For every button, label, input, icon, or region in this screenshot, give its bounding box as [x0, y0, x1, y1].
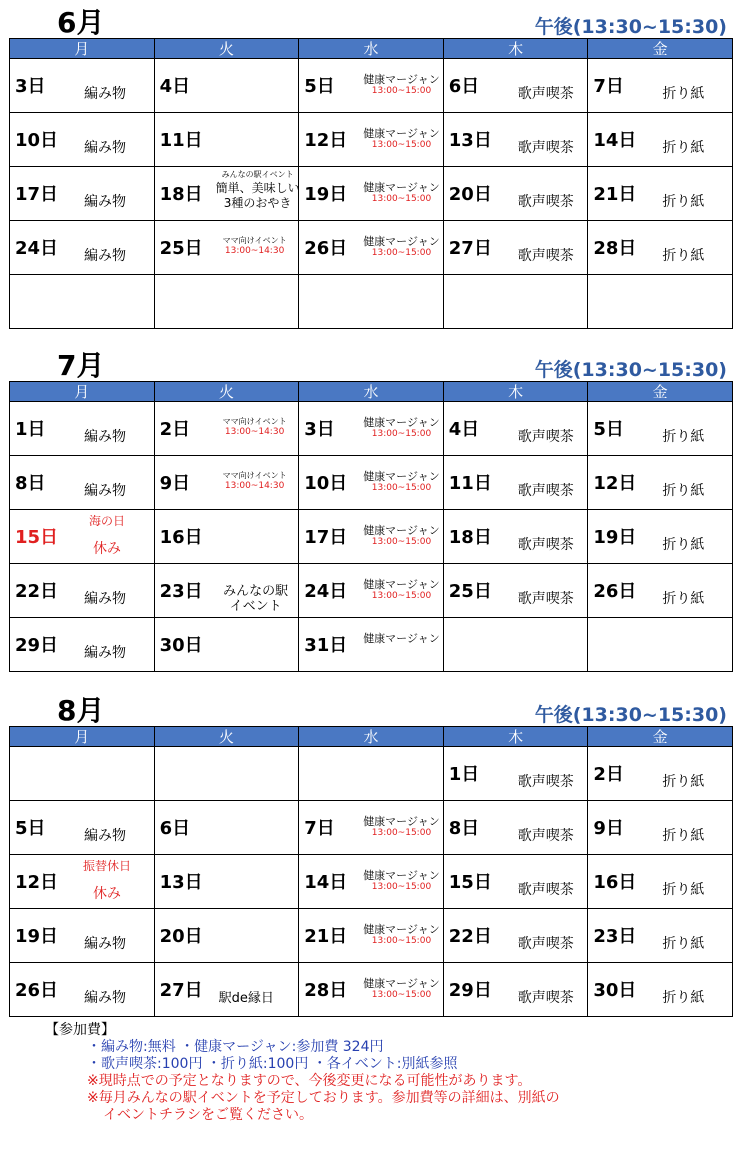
activity-label: 編み物: [84, 936, 126, 952]
activity-label: 歌声喫茶: [517, 429, 574, 445]
day-cell: [299, 564, 444, 618]
mahjong-activity: [363, 416, 440, 440]
mahjong-activity: [363, 977, 440, 1001]
week-row: [10, 113, 733, 167]
activity-label: 折り紙: [662, 194, 705, 210]
day-number: 11日: [159, 130, 203, 151]
time-range: 午後(13:30~15:30): [534, 704, 727, 726]
day-number: 22日: [15, 581, 59, 602]
day-number: 18日: [448, 527, 492, 548]
day-cell: [10, 275, 155, 329]
day-number: 12日: [304, 130, 348, 151]
week-row: [10, 801, 733, 855]
event-time: 13:00~14:30: [224, 481, 285, 491]
day-number: 5日: [304, 76, 335, 97]
activity-label: 歌声喫茶: [517, 194, 574, 210]
day-number: 14日: [593, 130, 637, 151]
day-cell: [10, 963, 155, 1017]
day-cell: [443, 113, 588, 167]
calendar-table: [9, 381, 733, 672]
activity-label: 健康マージャン: [363, 578, 440, 591]
mahjong-activity: [363, 815, 440, 839]
activity-label: 編み物: [84, 828, 126, 844]
day-number: 27日: [159, 980, 203, 1001]
day-cell: [588, 510, 733, 564]
day-number: 21日: [593, 184, 637, 205]
day-number: 24日: [15, 238, 59, 259]
day-cell: [10, 113, 155, 167]
notes-warning-line: ※毎月みんなの駅イベントを予定しております。参加費等の詳細は、別紙の: [87, 1090, 560, 1106]
day-cell: [588, 456, 733, 510]
week-row: [10, 618, 733, 672]
day-number: 20日: [448, 184, 492, 205]
activity-label: 健康マージャン: [363, 977, 440, 990]
activity-label: 健康マージャン: [363, 181, 440, 194]
day-number: 1日: [15, 419, 46, 440]
day-number: 7日: [593, 76, 624, 97]
event-label: ママ向けイベント: [222, 471, 287, 480]
day-cell: [154, 618, 299, 672]
month-title: 6月: [57, 6, 105, 39]
activity-label: 折り紙: [662, 248, 705, 264]
weekday-header: 火: [154, 727, 299, 747]
day-number: 7日: [304, 818, 335, 839]
day-cell: [443, 801, 588, 855]
activity-label: 編み物: [84, 990, 126, 1006]
activity-time: 13:00~15:00: [371, 882, 432, 892]
day-cell: [443, 618, 588, 672]
activity-label: 歌声喫茶: [517, 537, 574, 553]
event-line: みんなの駅: [223, 584, 289, 599]
activity-label: 歌声喫茶: [517, 828, 574, 844]
day-number: 20日: [159, 926, 203, 947]
day-cell: [299, 855, 444, 909]
day-cell: [299, 221, 444, 275]
activity-time: 13:00~15:00: [371, 140, 432, 150]
activity-label: 折り紙: [662, 86, 705, 102]
activity-label: 折り紙: [662, 591, 705, 607]
mahjong-activity: [363, 73, 440, 97]
day-number: 29日: [448, 980, 492, 1001]
event-line: イベント: [229, 599, 282, 614]
day-cell: [154, 564, 299, 618]
activity-label: 編み物: [84, 429, 126, 445]
day-cell: [10, 59, 155, 113]
activity-label: 歌声喫茶: [517, 591, 574, 607]
day-cell: [10, 167, 155, 221]
mama-event: [223, 470, 287, 492]
activity-time: 13:00~15:00: [371, 429, 432, 439]
day-cell: [443, 221, 588, 275]
day-number: 31日: [304, 635, 348, 656]
day-number: 12日: [15, 872, 59, 893]
activity-label: 編み物: [84, 140, 126, 156]
activity-label: 健康マージャン: [363, 470, 440, 483]
day-number: 30日: [593, 980, 637, 1001]
weekday-header: 火: [154, 39, 299, 59]
activity-label: 歌声喫茶: [517, 140, 574, 156]
activity-label: 折り紙: [662, 483, 705, 499]
weekday-header: 木: [443, 382, 588, 402]
day-number: 13日: [159, 872, 203, 893]
week-row: [10, 59, 733, 113]
activity-time: 13:00~15:00: [371, 990, 432, 1000]
activity-label: 折り紙: [662, 140, 705, 156]
activity-label: 編み物: [84, 483, 126, 499]
activity-label: 編み物: [84, 86, 126, 102]
activity-time: 13:00~15:00: [371, 248, 432, 258]
week-row: [10, 855, 733, 909]
day-number: 4日: [159, 76, 191, 97]
holiday-note: [78, 514, 136, 558]
day-cell: [154, 456, 299, 510]
day-cell: [443, 510, 588, 564]
notes-fee-line: ・歌声喫茶:100円 ・折り紙:100円 ・各イベント:別紙参照: [87, 1056, 458, 1072]
activity-label: 健康マージャン: [363, 869, 440, 882]
day-number: 26日: [304, 238, 348, 259]
day-number: 6日: [448, 76, 480, 97]
day-cell: [10, 618, 155, 672]
station-event: [215, 169, 301, 211]
day-cell: [154, 402, 299, 456]
day-cell: [588, 963, 733, 1017]
day-cell: [588, 59, 733, 113]
day-cell: [299, 801, 444, 855]
activity-label: 健康マージャン: [363, 416, 440, 429]
activity-label: 歌声喫茶: [517, 990, 574, 1006]
weekday-header: 金: [588, 727, 733, 747]
day-cell: [443, 747, 588, 801]
activity-label: 折り紙: [662, 936, 705, 952]
activity-time: 13:00~15:00: [371, 194, 432, 204]
day-number: 15日: [15, 527, 59, 548]
mahjong-activity: [363, 470, 440, 494]
day-number: 14日: [304, 872, 348, 893]
mahjong-activity: [363, 869, 440, 893]
day-number: 30日: [159, 635, 203, 656]
day-cell: [154, 113, 299, 167]
holiday-name: 海の日: [88, 514, 125, 528]
day-number: 5日: [593, 419, 624, 440]
activity-label: 健康マージャン: [363, 524, 440, 537]
notes-warning-line: イベントチラシをご覧ください。: [103, 1107, 313, 1123]
weekday-header: 月: [10, 39, 155, 59]
activity-label: 歌声喫茶: [517, 774, 574, 790]
day-number: 8日: [448, 818, 480, 839]
day-cell: [443, 402, 588, 456]
day-number: 24日: [304, 581, 348, 602]
day-number: 3日: [15, 76, 46, 97]
month-title: 7月: [57, 349, 105, 382]
activity-label: 健康マージャン: [363, 923, 440, 936]
notes-warning-line: ※現時点での予定となりますので、今後変更になる可能性があります。: [87, 1073, 532, 1089]
day-number: 8日: [15, 473, 46, 494]
activity-label: 折り紙: [662, 774, 705, 790]
day-cell: [10, 402, 155, 456]
day-number: 16日: [593, 872, 637, 893]
month-title: 8月: [57, 694, 105, 727]
day-number: 15日: [448, 872, 492, 893]
day-number: 2日: [159, 419, 191, 440]
day-cell: [10, 510, 155, 564]
mama-event: [223, 416, 287, 438]
event-line: 3種のおやき: [223, 196, 292, 210]
activity-label: 健康マージャン: [363, 235, 440, 248]
day-cell: [154, 909, 299, 963]
day-cell: [10, 747, 155, 801]
day-number: 19日: [304, 184, 348, 205]
activity-label: 折り紙: [662, 429, 705, 445]
event-time: 13:00~14:30: [224, 427, 285, 437]
activity-label: 編み物: [84, 248, 126, 264]
day-cell: [154, 855, 299, 909]
day-number: 25日: [448, 581, 492, 602]
week-row: [10, 963, 733, 1017]
day-number: 2日: [593, 764, 624, 785]
day-cell: [588, 167, 733, 221]
day-number: 5日: [15, 818, 46, 839]
day-cell: [299, 909, 444, 963]
weekday-header: 木: [443, 39, 588, 59]
week-row: [10, 747, 733, 801]
day-number: 6日: [159, 818, 191, 839]
day-number: 10日: [15, 130, 59, 151]
mahjong-activity: [363, 235, 440, 259]
day-cell: [588, 618, 733, 672]
day-number: 17日: [304, 527, 348, 548]
activity-label: 健康マージャン: [363, 73, 440, 86]
activity-label: 健康マージャン: [363, 632, 440, 645]
day-number: 23日: [593, 926, 637, 947]
activity-label: 歌声喫茶: [517, 882, 574, 898]
event-label: ママ向けイベント: [222, 236, 287, 245]
day-cell: [299, 113, 444, 167]
weekday-header: 火: [154, 382, 299, 402]
activity-label: 歌声喫茶: [517, 248, 574, 264]
activity-time: 13:00~15:00: [371, 936, 432, 946]
day-cell: [588, 275, 733, 329]
fee-notes: [45, 1022, 560, 1124]
day-cell: [299, 747, 444, 801]
day-cell: [299, 456, 444, 510]
day-cell: [299, 618, 444, 672]
day-cell: [154, 59, 299, 113]
closed-label: 休み: [93, 886, 121, 902]
day-number: 29日: [15, 635, 59, 656]
calendar-table: [9, 726, 733, 1017]
day-cell: [10, 801, 155, 855]
day-number: 1日: [448, 764, 480, 785]
day-cell: [154, 275, 299, 329]
day-cell: [10, 909, 155, 963]
day-cell: [10, 221, 155, 275]
day-cell: [588, 402, 733, 456]
activity-label: 健康マージャン: [363, 815, 440, 828]
day-cell: [443, 855, 588, 909]
day-cell: [299, 510, 444, 564]
notes-heading: 【参加費】: [45, 1022, 115, 1038]
mahjong-activity: [363, 632, 440, 645]
day-number: 12日: [593, 473, 637, 494]
week-row: [10, 167, 733, 221]
week-row: [10, 564, 733, 618]
activity-label: 折り紙: [662, 828, 705, 844]
week-row: [10, 221, 733, 275]
day-number: 11日: [448, 473, 492, 494]
closed-label: 休み: [93, 541, 121, 557]
weekday-header: 水: [299, 382, 444, 402]
day-number: 21日: [304, 926, 348, 947]
day-number: 16日: [159, 527, 203, 548]
day-number: 9日: [159, 473, 191, 494]
station-event: [211, 584, 301, 614]
time-range: 午後(13:30~15:30): [534, 359, 727, 381]
day-number: 28日: [304, 980, 348, 1001]
notes-fee-line: ・編み物:無料 ・健康マージャン:参加費 324円: [87, 1039, 384, 1055]
activity-time: 13:00~15:00: [371, 591, 432, 601]
activity-time: 13:00~15:00: [371, 537, 432, 547]
day-cell: [588, 221, 733, 275]
event-line: 簡単、美味しい: [215, 181, 300, 195]
day-cell: [154, 167, 299, 221]
activity-label: 折り紙: [662, 537, 705, 553]
activity-label: 健康マージャン: [363, 127, 440, 140]
day-number: 3日: [304, 419, 335, 440]
day-number: 18日: [159, 184, 203, 205]
day-cell: [443, 167, 588, 221]
day-number: 27日: [448, 238, 492, 259]
mahjong-activity: [363, 181, 440, 205]
day-cell: [154, 747, 299, 801]
day-cell: [154, 801, 299, 855]
day-cell: [443, 59, 588, 113]
day-cell: [154, 221, 299, 275]
day-number: 9日: [593, 818, 624, 839]
weekday-header: 月: [10, 727, 155, 747]
mama-event: [223, 235, 287, 257]
time-range: 午後(13:30~15:30): [534, 16, 727, 38]
calendar-table: [9, 38, 733, 329]
weekday-header-row: [10, 39, 733, 59]
activity-label: 編み物: [84, 591, 126, 607]
day-cell: [299, 59, 444, 113]
weekday-header: 月: [10, 382, 155, 402]
week-row: [10, 402, 733, 456]
day-cell: [154, 510, 299, 564]
activity-label: 編み物: [84, 645, 126, 661]
event-caption: みんなの駅イベント: [221, 170, 294, 179]
weekday-header: 金: [588, 382, 733, 402]
weekday-header: 水: [299, 727, 444, 747]
weekday-header-row: [10, 727, 733, 747]
day-number: 22日: [448, 926, 492, 947]
week-row: [10, 510, 733, 564]
day-cell: [588, 113, 733, 167]
day-number: 13日: [448, 130, 492, 151]
holiday-note: [78, 859, 136, 903]
week-row: [10, 456, 733, 510]
day-number: 19日: [15, 926, 59, 947]
event-label: ママ向けイベント: [222, 417, 287, 426]
weekday-header: 水: [299, 39, 444, 59]
weekday-header: 木: [443, 727, 588, 747]
day-cell: [299, 402, 444, 456]
day-cell: [588, 801, 733, 855]
weekday-header: 金: [588, 39, 733, 59]
day-number: 19日: [593, 527, 637, 548]
event-label: 駅de縁日: [218, 991, 274, 1006]
day-number: 10日: [304, 473, 348, 494]
activity-label: 歌声喫茶: [517, 483, 574, 499]
week-row: [10, 909, 733, 963]
day-cell: [588, 564, 733, 618]
mahjong-activity: [363, 127, 440, 151]
day-cell: [443, 963, 588, 1017]
day-cell: [299, 167, 444, 221]
activity-label: 歌声喫茶: [517, 936, 574, 952]
day-number: 23日: [159, 581, 203, 602]
day-cell: [299, 275, 444, 329]
event-time: 13:00~14:30: [224, 246, 285, 256]
holiday-name: 振替休日: [82, 859, 131, 873]
mahjong-activity: [363, 524, 440, 548]
activity-time: 13:00~15:00: [371, 86, 432, 96]
day-cell: [10, 564, 155, 618]
activity-label: 編み物: [84, 194, 126, 210]
day-number: 4日: [448, 419, 480, 440]
day-cell: [10, 456, 155, 510]
day-cell: [154, 963, 299, 1017]
mahjong-activity: [363, 923, 440, 947]
day-cell: [443, 275, 588, 329]
day-cell: [443, 456, 588, 510]
activity-label: 歌声喫茶: [517, 86, 574, 102]
day-cell: [299, 963, 444, 1017]
day-number: 26日: [15, 980, 59, 1001]
week-row: [10, 275, 733, 329]
day-cell: [588, 909, 733, 963]
day-cell: [443, 564, 588, 618]
weekday-header-row: [10, 382, 733, 402]
mahjong-activity: [363, 578, 440, 602]
day-number: 26日: [593, 581, 637, 602]
day-cell: [443, 909, 588, 963]
day-number: 25日: [159, 238, 203, 259]
activity-label: 折り紙: [662, 882, 705, 898]
activity-time: 13:00~15:00: [371, 828, 432, 838]
day-number: 28日: [593, 238, 637, 259]
day-cell: [588, 747, 733, 801]
activity-label: 折り紙: [662, 990, 705, 1006]
day-number: 17日: [15, 184, 59, 205]
day-cell: [10, 855, 155, 909]
activity-time: 13:00~15:00: [371, 483, 432, 493]
day-cell: [588, 855, 733, 909]
